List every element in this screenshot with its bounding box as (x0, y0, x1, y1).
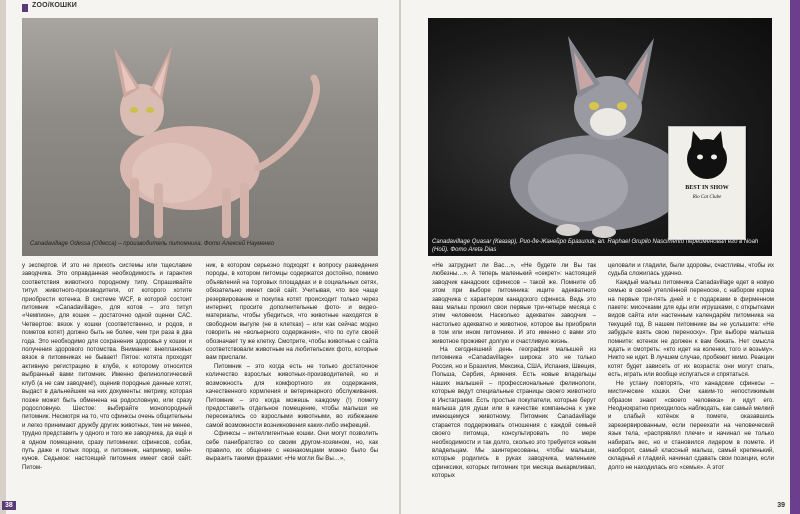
text-column-4 (608, 262, 774, 472)
sphynx-cat-photo-left (22, 18, 378, 256)
left-edge-tab (0, 0, 6, 514)
award-club: Rio Cat Clube (692, 195, 722, 200)
paragraph: Не устану повторять, что канадские сфинксы – мистические кошки. Они каким-то непостижимым образом знают «своего человека» и идут его. Неоднократно приходилось наблюдать, как самый мелкий и слабый котёнок в помете, оказавшись зарезервированным, если переехати на человеческий язык тела, «распрявлял плечи» и начинал не только набирать вес, но и становился лидером в помете. И наоборот, самый классный малыш, самый крепенький, складный и гладкий, начинал сдавать свои позиции, если долго не находилась его «семья». А этот (608, 379, 774, 471)
right-edge-tab (790, 0, 800, 514)
paragraph: ник, в котором серьезно подходят к вопросу разведения породы, в котором питомцы содержатся достойно, помимо объявлений на торговых площадках и в социальных сетях, обязательно имеет свой сайт. Учитывая, что все чаще резервирование и покупка котят происходит только через интернет, просите дополнительные фото- и видео- материалы, чтобы убедиться, что животные находятся в свободном выгуле (не в клетках) – или как сейчас модно говорить не «вольерного содержания», что по сути своей обозначает ту же клетку. Смотрите, чтобы животные с сайта соответствовали животным на любительских фото, которые вам прислали. (206, 262, 378, 362)
photo-caption: Canadavillage Odessa (Одесса) – производитель питомника. Фото Алексей Науменко (30, 241, 275, 247)
section-stripe (22, 4, 28, 12)
left-page (0, 0, 399, 514)
text-column-1 (22, 262, 192, 472)
paragraph: у экспертов. И это не прихоть системы или тщеславие заводчика. Это оправданная необходимость и гарантия соответствия животного породному типу. Спрашивайте титул животного-производителя, от которого хотите приобрести котенка. В системе WCF, в которой состоит питомник «Canadavillage», для котов – это титул «Чемпион», для кошек – достаточно одной оценки САС. Четвертое: вязок у кошки (соответственно, и родов, и пометов котят) должно быть не более, чем три раза в два года. Это необходимо для сохранения здоровья у кошки и получения здорового потомства. Внимание: внеплановых вязок в питомниках не бывает! Пятое: котята проходят активную регистрацию в клубе, к которому относится выбранный вами питомник. Именно фелинологический клуб (а не сам заводчик!), оценив породные данные котят, выдаст в дальнейшем на них документы: метрику, которая позже может быть обменена на родословную, или сразу родословную. Шестое: выбирайте монопородный питомник. Несмотря на то, что сфинксы очень общительны и легко принимают дружбу других животных, тем не менее, трудно представить у одного и того же заводчика, да ещё и в одном помещении, сразу питомники: сфинксов, собак, путь даже и голых пород, и питомник, например, мейн-кунов. Седьмое: настоящий питомник имеет свой сайт. Питом- (22, 262, 192, 471)
text-column-2 (206, 262, 378, 464)
paragraph: «Не затруднит ли Вас…», «Не будете ли Вы так любезны…». А теперь маленький «секрет»: настоящий заводчик канадских сфинксов – такой же. Помните об этом при выборе питомника: ищите адекватного заводчика с характером канадского сфинкса. Ведь это ваш малыш прожил свои первые три-четыре месяца с этим человеком. Насколько адекватен заводчик – настолько адекватно и животное, которое вы приобрели в том или ином питомнике. И это именно с вами это животное проживет долгую и счастливую жизнь. (432, 262, 596, 345)
cat-logo-icon (669, 127, 745, 187)
paragraph: целовали и гладили, были здоровы, счастливы, чтобы их судьба сложилась удачно. (608, 262, 774, 278)
text-column-3 (432, 262, 596, 481)
section-label: ZOO/КОШКИ (32, 2, 77, 9)
paragraph: Каждый малыш питомника Canadavillage едет в новую семью в своей утеплённой переноске, с набором корма на первые три-пять дней и с подарками в фирменном пакете: мисочками для еды или игрушками, с открытками видов сайта или настенным календарём питомника на текущий год. В нашем питомнике вы не услышите: «Не забудьте взять свою переноску». При выборе малыша помните: котенок не должен к вам бежать. Нет смысла ждать и смотреть: «кто идет на коленки, того и возьму». Никто не идет. В лучшем случае, пробежит мимо. Реакции котят будет зависеть от их возраста: они могут спать, есть, играть или вообще испугаться и спрятаться. (608, 278, 775, 379)
section-header (22, 2, 102, 12)
photo-caption: Canadavillage Quasar (Квазар), Рио-де-Жанейро Бразилия, вл. Raphael Grupilo Nascimento переименовал его в Noah (Ной). Фото Areta Dias (432, 239, 759, 253)
award-title: BEST IN SHOW (685, 185, 729, 191)
best-in-show-award (668, 126, 746, 240)
paragraph: Сфинксы – интеллигентные кошки. Они могут позволить себе панибратство со своим другом-хозяином, но, как правило, их общение с незнакомцами можно было бы выразить такими фразами: «Не могли бы Вы…», (206, 430, 378, 463)
paragraph: На сегодняшний день география малышей из питомника «Canadavillage» широка: это не только Россия, но и Бразилия, Мексика, США, Испания, Швеция, Польша, Сербия, Армения. Есть новые владельцы наших малышей – профессиональные фелинологи, которые ведут специальные страницы своего животного в Инстаграмм. Есть простые покупатели, которые берут малыша для души или в качестве компаньона к уже имеющемуся животному. Питомник Canadavillage старается поддерживать отношения с каждой семьей своего питомца, консультировать по мере необходимости и так долго, сколько это требуется новым владельцам. Мы заинтересованы, чтобы малыши, которые родились в руках заводчика, маленькие сфинксики, которых питомник три месяца выкармливал, которых (432, 346, 596, 480)
sphynx-cat-photo-icon (22, 18, 378, 256)
page-number: 39 (777, 502, 785, 509)
page-number: 38 (2, 501, 16, 510)
paragraph: Питомник – это когда есть не только достаточное количество взрослых животных-производителей, но и возможность для комфортного их содержания, качественного кормления и ветеринарного обслуживания. Питомник – это когда можешь каждому (!) помету предоставить отдельное помещение, чтобы малыши не пересекались со взрослыми животными, во избежание самой возможности возникновения каких-либо инфекций. (206, 362, 378, 429)
